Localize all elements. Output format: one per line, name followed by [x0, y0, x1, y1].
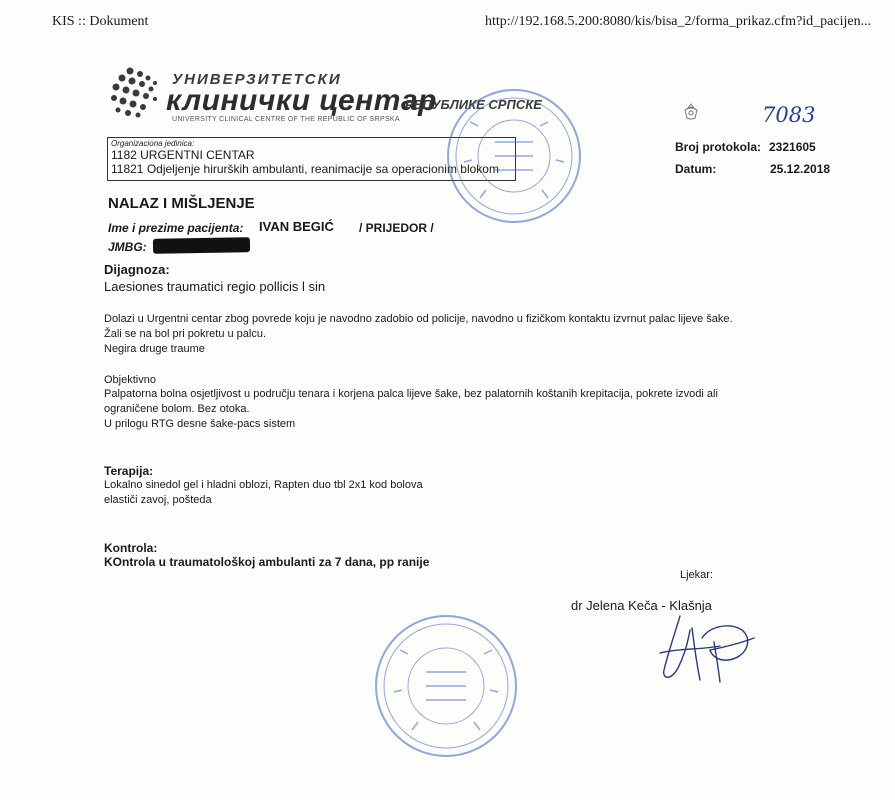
- protocol-label: Broj protokola:: [675, 140, 761, 154]
- org-unit-line-2: 11821 Odjeljenje hirurških ambulanti, reanimacije sa operacionim blokom: [111, 162, 499, 176]
- logo-line-2: клинички центар: [166, 84, 437, 117]
- objective-line-3: U prilogu RTG desne šake-pacs sistem: [104, 418, 296, 430]
- anamnesis-line-3: Negira druge traume: [104, 343, 205, 355]
- logo-line-4: UNIVERSITY CLINICAL CENTRE OF THE REPUBLIC OF SRPSKA: [172, 116, 400, 123]
- print-header-url: http://192.168.5.200:8080/kis/bisa_2/forma_prikaz.cfm?id_pacijen...: [485, 14, 872, 29]
- doctor-label: Ljekar:: [680, 569, 714, 581]
- emblem-icon: [680, 102, 702, 122]
- control-text: KOntrola u traumatološkoj ambulanti za 7 dana, pp ranije: [104, 555, 430, 569]
- therapy-line-1: Lokalno sinedol gel i hladni oblozi, Rapten duo tbl 2x1 kod bolova: [104, 479, 423, 491]
- patient-name: IVAN BEGIĆ: [259, 219, 334, 234]
- jmbg-redaction: [153, 237, 250, 254]
- anamnesis-line-1: Dolazi u Urgentni centar zbog povrede koju je navodno zadobio od policije, navodno u fizičkom kontaktu izvrnut palac lijeve šake.: [104, 313, 733, 325]
- therapy-line-2: elastiči zavoj, pošteda: [104, 494, 212, 506]
- diagnosis-label: Dijagnoza:: [104, 262, 170, 277]
- official-stamp-bottom-icon: [368, 608, 524, 764]
- jmbg-label: JMBG:: [108, 240, 147, 254]
- clinic-logo-icon: [110, 66, 160, 118]
- control-label: Kontrola:: [104, 541, 158, 555]
- patient-city: / PRIJEDOR /: [359, 221, 434, 235]
- logo-line-3: РЕПУБЛИКЕ СРПСКЕ: [405, 97, 542, 112]
- official-stamp-icon: [440, 82, 588, 230]
- objective-line-2: ograničene bolom. Bez otoka.: [104, 403, 250, 415]
- objective-heading: Objektivno: [104, 374, 156, 386]
- diagnosis-text: Laesiones traumatici regio pollicis l sin: [104, 279, 326, 294]
- logo-line-1: УНИВЕРЗИТЕТСКИ: [172, 71, 342, 88]
- print-header-title: KIS :: Dokument: [52, 14, 149, 29]
- date-label: Datum:: [675, 162, 717, 176]
- patient-label: Ime i prezime pacijenta:: [108, 221, 244, 235]
- doctor-name: dr Jelena Keča - Klašnja: [571, 598, 712, 613]
- anamnesis-line-2: Žali se na bol pri pokretu u palcu.: [104, 328, 267, 340]
- org-unit-line-1: 1182 URGENTNI CENTAR: [111, 148, 255, 162]
- org-label: Organizaciona jedinica:: [111, 139, 195, 148]
- handwritten-number: 7083: [762, 103, 816, 127]
- therapy-label: Terapija:: [104, 464, 154, 478]
- document-title: NALAZ I MIŠLJENJE: [108, 195, 255, 212]
- doctor-signature-icon: [650, 608, 765, 688]
- protocol-value: 2321605: [769, 140, 816, 154]
- date-value: 25.12.2018: [770, 162, 831, 176]
- objective-line-1: Palpatorna bolna osjetljivost u području tenara i korjena palca lijeve šake, bez palatornih koštanih krepitacija, pokrete izvodi ali: [104, 388, 718, 400]
